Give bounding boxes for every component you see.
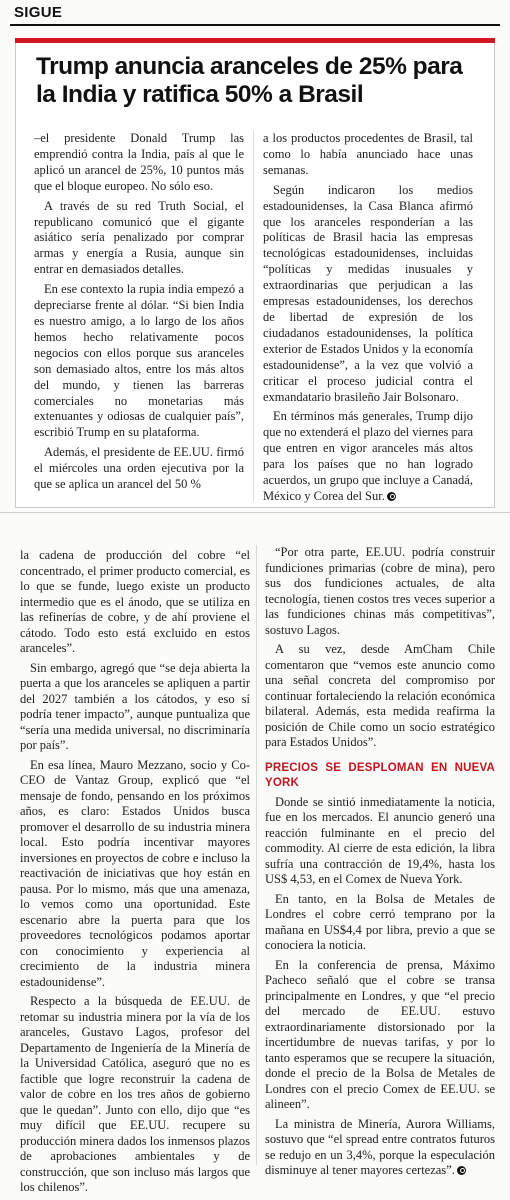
paragraph: Respecto a la búsqueda de EE.UU. de retomar su industria minera por la vía de los aranceles, Gustavo Lagos, profesor del Departamento de Ingeniería de la Minería de la Universidad Católica, aseguró que no es factible que logre reconstruir la cadena de valor de cobre en los tres años de gobierno que le quedan”. Junto con ello, dijo que “es muy difícil que EE.UU. recupere su producción minera dados los inmensos plazos de aprobaciones ambientales y de construcción, que son incluso más largos que los chilenos”. (20, 994, 250, 1194)
paragraph: –el presidente Donald Trump las emprendió contra la India, país al que le aplicó un arancel de 25%, 10 puntos más que el bloque europeo. No sólo eso. (34, 131, 244, 193)
section-rule (10, 24, 500, 26)
sidebar-story-box (15, 38, 495, 508)
paragraph: En la conferencia de prensa, Máximo Pacheco señaló que el cobre se transa principalmente en Londres, y que “el precio del mercado de EE.UU. estuvo extraordinariamente distorsionado por la incertidumbre de nuevas tarifas, y por lo tanto esperamos que se recupere la situación, donde el precio de la Bolsa de Metales de Londres con el precio Comex de EE.UU. se alineen”. (265, 957, 495, 1111)
paragraph: La ministra de Minería, Aurora Williams, sostuvo que “el spread entre contratos futuros se redujo en un 3,4%, porque la especulación disminuye al tener mayores certezas”. (265, 1116, 495, 1177)
end-of-story-icon (387, 492, 396, 501)
paragraph: Donde se sintió inmediatamente la noticia, fue en los mercados. El anuncio generó una reacción fulminante en el precio del commodity. Al cierre de esta edición, la libra sufría una contracción de 19,4%, hasta los US$ 4,53, en el Comex de Nueva York. (265, 794, 495, 886)
box-accent-bar (15, 38, 495, 43)
end-of-story-icon (457, 1166, 466, 1175)
paragraph-with-endmark (265, 1117, 495, 1179)
paragraph: Según indicaron los medios estadounidenses, la Casa Blanca afirmó que los aranceles responderían a las políticas de Brasil hacia las empresas tecnológicas estadounidenses, incluidas “políticas y medidas inusuales y extraordinarias que perjudican a las empresas estadounidenses, los derechos de libertad de expresión de los ciudadanos estadounidenses, la política exterior de Estados Unidos y la economía estadounidense”, a la vez que volvió a criticar el proceso judicial contra el exmandatario brasileño Jair Bolsonaro. (263, 182, 473, 404)
column-divider (253, 131, 254, 501)
paragraph: A su vez, desde AmCham Chile comentaron que “vemos este anuncio como una señal concreta del compromiso por continuar fortaleciendo la relación económica bilateral. Además, esta medida reafirma la posición de Chile como un socio estratégico para Estados Unidos”. (265, 642, 495, 749)
paragraph-with-endmark (263, 409, 473, 504)
column-divider (256, 545, 257, 1165)
story-headline: Trump anuncia aranceles de 25% para la India y ratifica 50% a Brasil (36, 53, 463, 108)
paragraph: la cadena de producción del cobre “el concentrado, el primer producto comercial, es lo que se funde, luego existe un producto intermedio que es el ánodo, que se utiliza en las refinerías de cobre, y de ahí proviene el cátodo. Todo esto está excluido en estos aranceles”. (20, 548, 250, 655)
paragraph: En tanto, en la Bolsa de Metales de Londres el cobre cerró temprano por la mañana en US$4,4 por libra, previo a que se conociera la noticia. (265, 891, 495, 952)
box-column-left (34, 131, 244, 497)
section-header (10, 0, 500, 30)
box-column-right (263, 131, 473, 509)
section-label: SIGUE (14, 4, 63, 21)
paragraph: A través de su red Truth Social, el republicano comunicó que el gigante asiático sería penalizado por comprar armas y energía a Rusia, aunque sin entrar en demasiados detalles. (34, 198, 244, 277)
paragraph: En esa línea, Mauro Mezzano, socio y Co-CEO de Vantaz Group, explicó que “el mensaje de fondo, pensando en los próximos años, es claro: Estados Unidos busca promover el desarrollo de su industria minera local. Esto podría incentivar mayores inversiones en proyectos de cobre e incluso la reactivación de iniciativas que hoy están en pausa. Por lo mismo, más que una amenaza, lo vemos como una oportunidad. Este escenario abre la puerta para que los proveedores tecnológicos podamos aportar con conocimiento y experiencia al crecimiento de la industria minera estadounidense”. (20, 757, 250, 989)
paragraph: En ese contexto la rupia india empezó a depreciarse frente al dólar. “Si bien India es nuestro amigo, a lo largo de los años hemos hecho relativamente pocos negocios con ellos porque sus aranceles son demasiado altos, entre los más altos del mundo, y tienen las barreras comerciales no monetarias más extenuantes y odiosas de cualquier país”, escribió Trump en su plataforma. (34, 282, 244, 440)
article-column-right (265, 545, 495, 1183)
article-subhead: PRECIOS SE DESPLOMAN EN NUEVA YORK (265, 761, 495, 789)
paragraph: En términos más generales, Trump dijo que no extenderá el plazo del viernes para que entren en vigor aranceles más altos para los países que no han logrado acuerdos, un grupo que incluye a Canadá, México y Corea del Sur. (263, 409, 473, 503)
section-divider (0, 512, 510, 513)
paragraph: a los productos procedentes de Brasil, tal como lo había anunciado hace unas semanas. (263, 131, 473, 177)
paragraph: “Por otra parte, EE.UU. podría construir fundiciones primarias (cobre de mina), pero sus dos fundiciones actuales, de alta tecnología, tienen costos tres veces superior a las fundiciones chinas más competitivas”, sostuvo Lagos. (265, 545, 495, 637)
article-column-left (20, 548, 250, 1200)
paragraph: Además, el presidente de EE.UU. firmó el miércoles una orden ejecutiva por la que se aplica un arancel del 50 % (34, 445, 244, 492)
paragraph: Sin embargo, agregó que “se deja abierta la puerta a que los aranceles se apliquen a partir del 2027 también a los cátodos, y eso sí podría tener impacto”, aunque puntualiza que “sería una medida universal, no discriminaría por país”. (20, 660, 250, 752)
